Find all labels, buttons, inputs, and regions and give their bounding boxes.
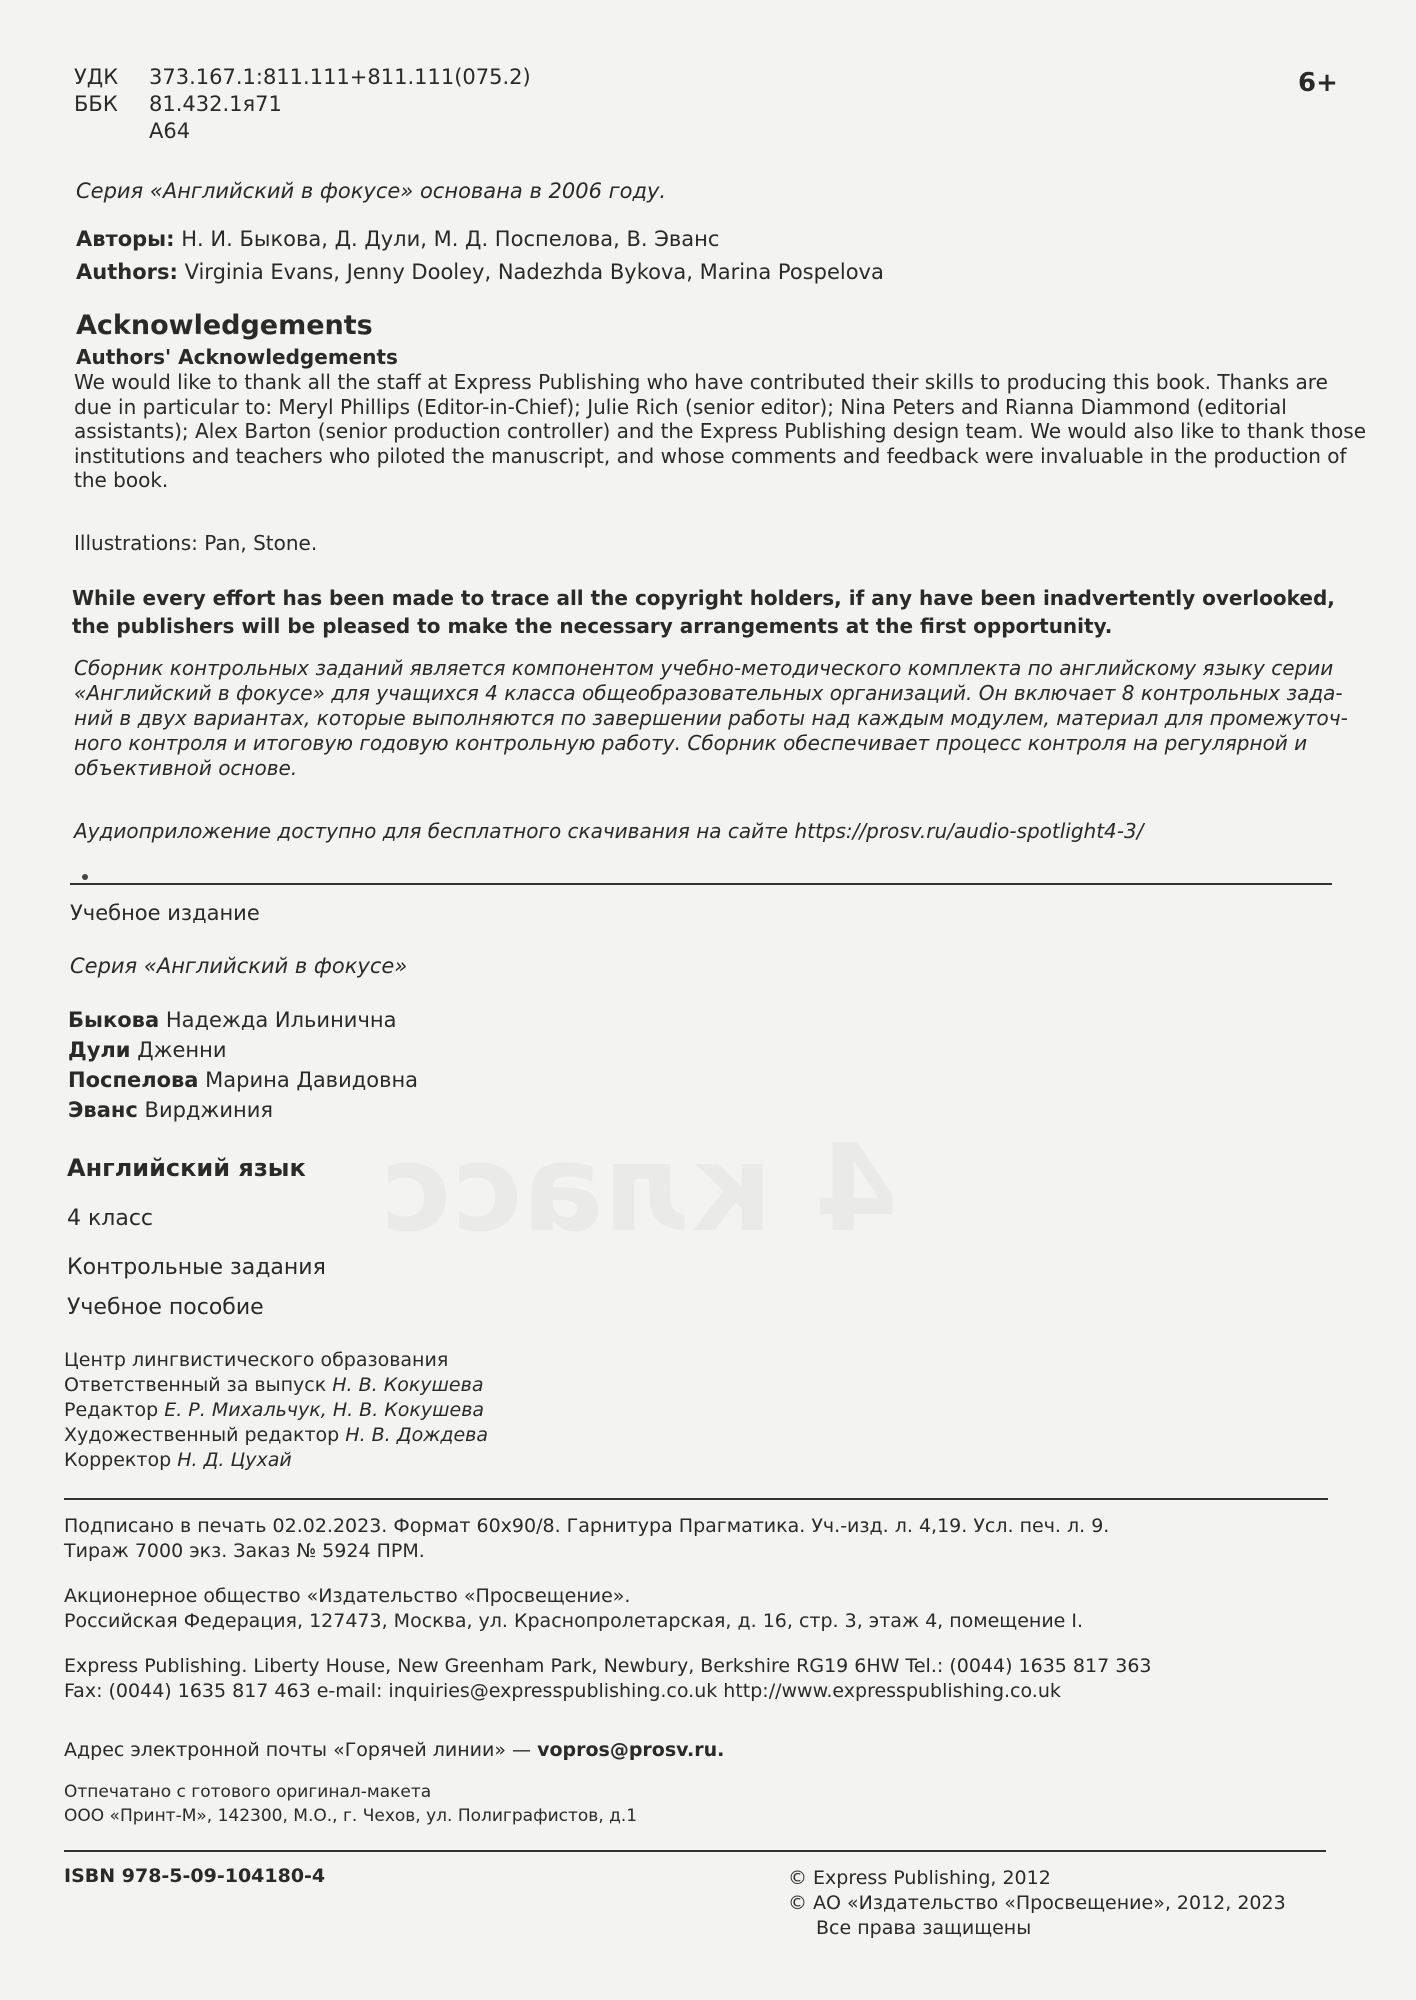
hotline-email: vopros@prosv.ru. xyxy=(537,1739,725,1761)
author-entry: Эванс Вирджиния xyxy=(68,1098,274,1122)
imprint-divider xyxy=(64,1498,1328,1500)
authors-en-label: Authors: xyxy=(76,260,178,284)
printed-line: Отпечатано с готового оригинал-макета xyxy=(64,1782,432,1802)
bbk-label: ББК xyxy=(74,92,118,116)
authors-ru-label: Авторы: xyxy=(76,227,175,251)
acknowledgements-subtitle: Authors' Acknowledgements xyxy=(76,345,398,369)
authors-en-names: Virginia Evans, Jenny Dooley, Nadezhda Bykova, Marina Pospelova xyxy=(184,260,884,284)
copyright-notice xyxy=(72,584,1335,640)
bleed-through-cover xyxy=(380,1120,898,1259)
express-line: Express Publishing. Liberty House, New Greenham Park, Newbury, Berkshire RG19 6HW Tel.: (0044) 1635 817 363 xyxy=(64,1655,1152,1677)
edition-type: Учебное издание xyxy=(70,901,260,925)
author-entry: Поспелова Марина Давидовна xyxy=(68,1068,419,1092)
authors-ru xyxy=(76,226,719,253)
book-grade: 4 класс xyxy=(67,1206,154,1231)
description-line: «Английский в фокусе» для учащихся 4 класса общеобразовательных организаций. Он включает 8 контрольных зада- xyxy=(74,681,1343,705)
copyright-line: the publishers will be pleased to make the necessary arrangements at the first opportunity. xyxy=(72,614,1113,638)
publisher-line: Акционерное общество «Издательство «Просвещение». xyxy=(64,1585,631,1607)
printing-house xyxy=(64,1780,637,1828)
audio-note: Аудиоприложение доступно для бесплатного скачивания на сайте https://prosv.ru/audio-spotlight4-3/ xyxy=(74,819,1144,843)
credit-line: Ответственный за выпуск Н. В. Кокушева xyxy=(64,1374,484,1396)
express-line: Fax: (0044) 1635 817 463 e-mail: inquiries@expresspublishing.co.uk http://www.expresspublishing.co.uk xyxy=(64,1680,1061,1702)
copyright-block xyxy=(788,1866,1286,1941)
copyright-line: While every effort has been made to trace all the copyright holders, if any have been inadvertently overlooked, xyxy=(72,586,1335,610)
credit-line: Редактор Е. Р. Михальчук, Н. В. Кокушева xyxy=(64,1399,485,1421)
description-line: ний в двух вариантах, которые выполняются по завершении работы над каждым модулем, материал для промежуточ- xyxy=(74,706,1348,730)
signed-line: Подписано в печать 02.02.2023. Формат 60x90/8. Гарнитура Прагматика. Уч.-изд. л. 4,19. Усл. печ. л. 9. xyxy=(64,1515,1110,1537)
ack-line: due in particular to: Meryl Phillips (Editor-in-Chief); Julie Rich (senior editor); Nina Peters and Rianna Diammond (editorial xyxy=(74,394,1287,419)
hotline-label: Адрес электронной почты «Горячей линии» — xyxy=(64,1739,532,1761)
edition-series: Серия «Английский в фокусе» xyxy=(70,954,408,978)
credit-line: Художественный редактор Н. В. Дождева xyxy=(64,1424,489,1446)
illustrations-credit: Illustrations: Pan, Stone. xyxy=(74,531,318,555)
copyright-express: © Express Publishing, 2012 xyxy=(788,1867,1051,1889)
author-entry: Дули Дженни xyxy=(68,1038,227,1062)
age-rating: 6+ xyxy=(1298,68,1338,98)
ack-line: We would like to thank all the staff at Express Publishing who have contributed their skills to producing this book. Thanks are xyxy=(74,370,1328,394)
acknowledgements-text xyxy=(74,370,1367,493)
publisher-line: Российская Федерация, 127473, Москва, ул. Краснопролетарская, д. 16, стр. 3, этаж 4, помещение I. xyxy=(64,1610,1084,1632)
book-subtitle-1: Контрольные задания xyxy=(67,1255,326,1280)
ack-line: assistants); Alex Barton (senior production controller) and the Express Publishing design team. We would also like to thank those xyxy=(74,419,1367,443)
acknowledgements-title: Acknowledgements xyxy=(76,310,373,341)
edition-authors xyxy=(68,1005,418,1125)
section-divider xyxy=(70,883,1332,885)
isbn: ISBN 978-5-09-104180-4 xyxy=(64,1865,326,1887)
print-details xyxy=(64,1514,1109,1564)
copyright-prosv: © АО «Издательство «Просвещение», 2012, 2023 xyxy=(788,1892,1286,1914)
production-credits xyxy=(64,1348,488,1473)
ack-line: institutions and teachers who piloted the manuscript, and whose comments and feedback were invaluable in the production of xyxy=(74,443,1347,468)
series-note: Серия «Английский в фокусе» основана в 2006 году. xyxy=(76,179,667,203)
bbk-value: 81.432.1я71 xyxy=(149,92,282,116)
description-line: ного контроля и итоговую годовую контрольную работу. Сборник обеспечивает процесс контроля на регулярной и xyxy=(74,731,1308,755)
classification-codes xyxy=(74,64,531,145)
printed-line: ООО «Принт-М», 142300, М.О., г. Чехов, ул. Полиграфистов, д.1 xyxy=(64,1806,638,1826)
collection-description xyxy=(74,656,1348,781)
express-publishing-contacts xyxy=(64,1654,1152,1704)
rights-reserved: Все права защищены xyxy=(816,1917,1032,1939)
author-entry: Быкова Надежда Ильинична xyxy=(68,1008,397,1032)
separator-dot xyxy=(82,874,88,880)
run-line: Тираж 7000 экз. Заказ № 5924 ПРМ. xyxy=(64,1540,425,1562)
publisher-address xyxy=(64,1584,1083,1634)
hotline xyxy=(64,1738,724,1763)
credit-line: Корректор Н. Д. Цухай xyxy=(64,1449,292,1471)
udk-label: УДК xyxy=(74,65,119,89)
footer-divider xyxy=(64,1850,1326,1852)
description-line: Сборник контрольных заданий является компонентом учебно-методического комплекта по английскому языку серии xyxy=(74,656,1334,680)
author-mark: А64 xyxy=(149,119,191,143)
description-line: объективной основе. xyxy=(74,756,298,780)
udk-value: 373.167.1:811.111+811.111(075.2) xyxy=(149,65,531,89)
credit-line: Центр лингвистического образования xyxy=(64,1349,449,1371)
authors-en xyxy=(76,259,884,286)
authors-ru-names: Н. И. Быкова, Д. Дули, М. Д. Поспелова, В. Эванс xyxy=(181,227,720,251)
ack-line: the book. xyxy=(74,468,169,492)
book-title: Английский язык xyxy=(67,1154,306,1182)
book-subtitle-2: Учебное пособие xyxy=(67,1295,264,1320)
